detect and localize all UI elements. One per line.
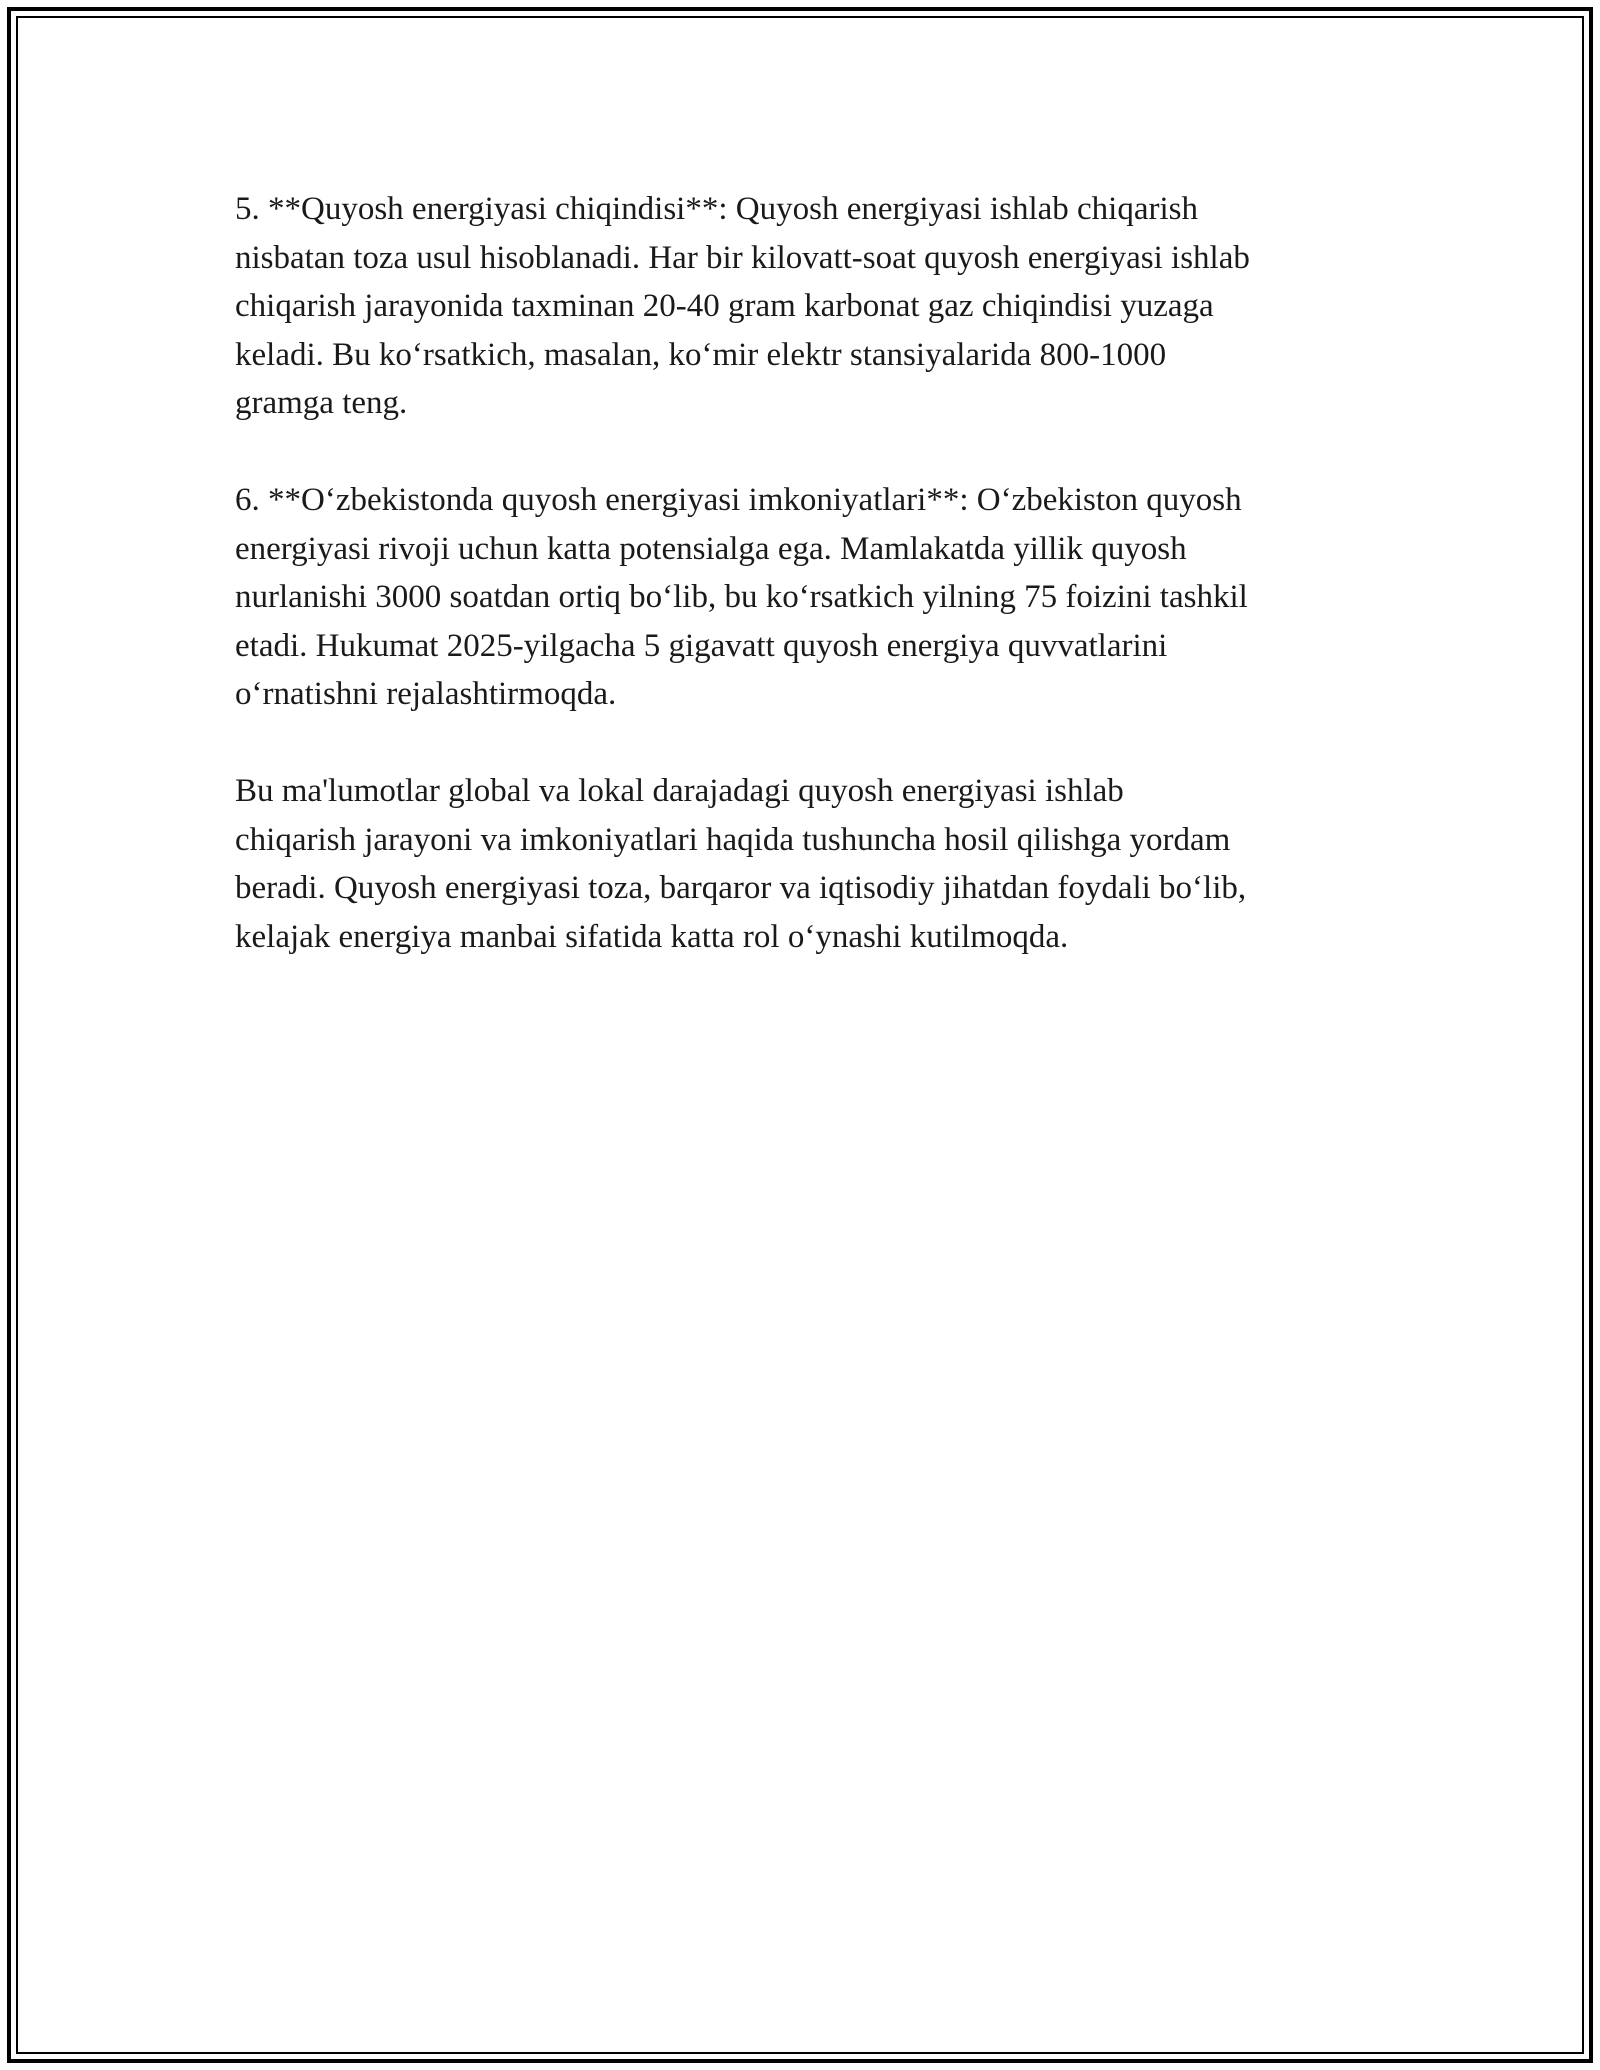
- text-line: o‘rnatishni rejalashtirmoqda.: [235, 676, 617, 712]
- text-line: kelajak energiya manbai sifatida katta rol o‘ynashi kutilmoqda.: [235, 918, 1069, 955]
- text-line: Bu ma'lumotlar global va lokal darajadagi quyosh energiyasi ishlab: [235, 773, 1124, 809]
- text-line: etadi. Hukumat 2025-yilgacha 5 gigavatt quyosh energiya quvvatlarini: [235, 627, 1168, 664]
- paragraph-solar-waste: [235, 185, 1375, 428]
- text-line: energiyasi rivoji uchun katta potensialga ega. Mamlakatda yillik quyosh: [235, 530, 1187, 567]
- text-line: nurlanishi 3000 soatdan ortiq bo‘lib, bu ko‘rsatkich yilning 75 foizini tashkil: [235, 579, 1248, 615]
- paragraph-conclusion: [235, 767, 1375, 961]
- text-line: chiqarish jarayoni va imkoniyatlari haqida tushuncha hosil qilishga yordam: [235, 821, 1231, 858]
- text-line: beradi. Quyosh energiyasi toza, barqaror va iqtisodiy jihatdan foydali bo‘lib,: [235, 870, 1247, 906]
- text-line: chiqarish jarayonida taxminan 20-40 gram karbonat gaz chiqindisi yuzaga: [235, 288, 1214, 324]
- text-line: 6. **O‘zbekistonda quyosh energiyasi imkoniyatlari**: O‘zbekiston quyosh: [235, 482, 1242, 518]
- text-line: gramga teng.: [235, 385, 408, 421]
- paragraph-uzbekistan-potential: [235, 476, 1375, 719]
- text-line: keladi. Bu ko‘rsatkich, masalan, ko‘mir elektr stansiyalarida 800-1000: [235, 336, 1167, 373]
- text-line: 5. **Quyosh energiyasi chiqindisi**: Quyosh energiyasi ishlab chiqarish: [235, 191, 1198, 227]
- document-body: [235, 185, 1375, 961]
- text-line: nisbatan toza usul hisoblanadi. Har bir kilovatt-soat quyosh energiyasi ishlab: [235, 239, 1250, 276]
